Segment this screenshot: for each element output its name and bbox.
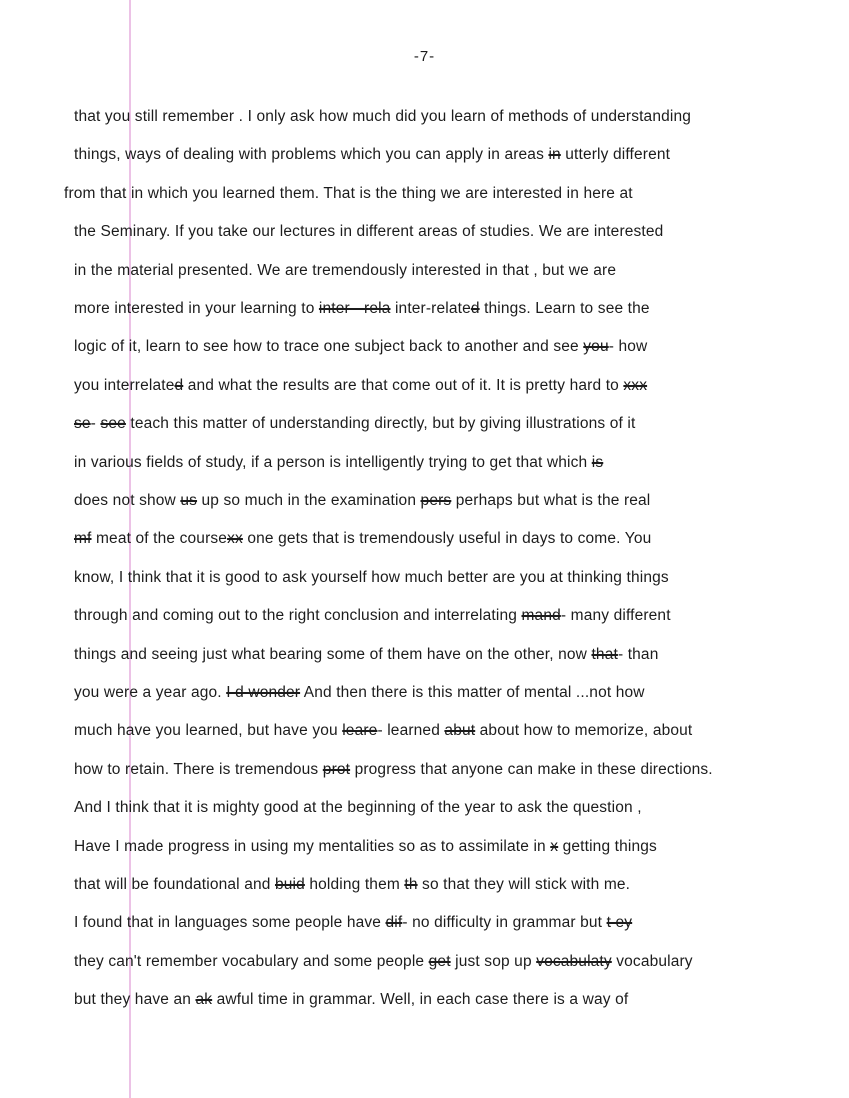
text-segment: you interrelate xyxy=(74,377,175,394)
page-number: -7- xyxy=(413,48,436,65)
struck-out-text: buid xyxy=(274,876,305,893)
text-segment: - xyxy=(90,415,101,432)
struck-out-text: mf xyxy=(74,530,92,547)
struck-out-text: is xyxy=(591,454,604,471)
text-segment: they can't remember vocabulary and some people xyxy=(74,953,429,970)
text-segment: through and coming out to the right conclusion and interrelating xyxy=(74,607,522,624)
text-segment: that will be foundational and xyxy=(74,876,275,893)
text-segment: I found that in languages some people have xyxy=(74,914,386,931)
text-line xyxy=(74,145,670,165)
struck-out-text: get xyxy=(428,953,451,970)
struck-out-text: x xyxy=(550,838,559,855)
text-line xyxy=(74,453,603,473)
struck-out-text: vocabulaty xyxy=(536,953,612,970)
text-segment: how to retain. There is tremendous xyxy=(74,761,323,778)
text-segment: so that they will stick with me. xyxy=(417,876,631,893)
text-line xyxy=(74,683,645,703)
text-segment: - learned xyxy=(377,722,445,739)
text-segment: and what the results are that come out of it. It is pretty hard to xyxy=(183,377,624,394)
struck-out-text: th xyxy=(404,876,418,893)
struck-out-text: d xyxy=(174,377,184,394)
struck-out-text: ak xyxy=(195,991,213,1008)
text-line xyxy=(74,107,691,127)
text-line xyxy=(74,299,650,319)
struck-out-text: us xyxy=(180,492,198,509)
struck-out-text: I d wonder xyxy=(226,684,301,701)
text-segment: does not show xyxy=(74,492,181,509)
text-segment: inter-relate xyxy=(390,300,471,317)
text-segment: vocabulary xyxy=(611,953,693,970)
text-line xyxy=(74,721,692,741)
text-segment: much have you learned, but have you xyxy=(74,722,343,739)
struck-out-text: t ey xyxy=(606,914,633,931)
text-segment: things and seeing just what bearing some of them have on the other, now xyxy=(74,646,592,663)
struck-out-text: see xyxy=(100,415,126,432)
text-line xyxy=(74,337,647,357)
struck-out-text: dif xyxy=(385,914,403,931)
text-segment: - how xyxy=(608,338,648,355)
text-segment: And then there is this matter of mental ...not how xyxy=(300,684,645,701)
text-segment: utterly different xyxy=(560,146,671,163)
text-segment: just sop up xyxy=(450,953,537,970)
text-line xyxy=(74,606,671,626)
text-segment: in the material presented. We are tremendously interested in that , but we are xyxy=(74,262,617,279)
text-segment: Have I made progress in using my mentalities so as to assimilate in xyxy=(74,838,551,855)
text-segment: meat of the course xyxy=(91,530,228,547)
struck-out-text: mand xyxy=(521,607,561,624)
struck-out-text: abut xyxy=(444,722,476,739)
text-segment: And I think that it is mighty good at the beginning of the year to ask the question , xyxy=(74,799,642,816)
text-segment: - many different xyxy=(560,607,671,624)
text-segment: logic of it, learn to see how to trace one subject back to another and see xyxy=(74,338,584,355)
text-line xyxy=(74,952,693,972)
text-segment: but they have an xyxy=(74,991,196,1008)
text-line xyxy=(74,760,713,780)
text-line xyxy=(74,376,647,396)
text-segment: things, ways of dealing with problems which you can apply in areas xyxy=(74,146,549,163)
text-segment: getting things xyxy=(558,838,657,855)
text-segment: - than xyxy=(617,646,659,663)
text-line xyxy=(74,568,669,588)
text-line xyxy=(74,645,658,665)
text-line xyxy=(74,222,663,242)
text-segment: things. Learn to see the xyxy=(479,300,650,317)
text-segment: that you still remember . I only ask how much did you learn of methods of understanding xyxy=(74,108,692,125)
text-line xyxy=(74,261,616,281)
text-line xyxy=(74,990,628,1010)
struck-out-text: you xyxy=(583,338,609,355)
struck-out-text: d xyxy=(470,300,480,317)
text-segment: about how to memorize, about xyxy=(475,722,693,739)
text-line xyxy=(74,913,632,933)
text-line xyxy=(64,184,633,204)
text-segment: you were a year ago. xyxy=(74,684,227,701)
text-line xyxy=(74,798,642,818)
text-line xyxy=(74,414,635,434)
struck-out-text: pers xyxy=(420,492,452,509)
text-line xyxy=(74,875,630,895)
text-segment: more interested in your learning to xyxy=(74,300,319,317)
text-segment: progress that anyone can make in these directions. xyxy=(350,761,713,778)
struck-out-text: in xyxy=(548,146,561,163)
text-segment: - no difficulty in grammar but xyxy=(402,914,607,931)
struck-out-text: inter - rela xyxy=(318,300,391,317)
text-line xyxy=(74,837,657,857)
text-segment: teach this matter of understanding directly, but by giving illustrations of it xyxy=(125,415,636,432)
text-segment: in various fields of study, if a person is intelligently trying to get that which xyxy=(74,454,592,471)
struck-out-text: se xyxy=(74,415,91,432)
text-segment: from that in which you learned them. That is the thing we are interested in here at xyxy=(64,185,633,202)
struck-out-text: that xyxy=(591,646,618,663)
text-segment: awful time in grammar. Well, in each case there is a way of xyxy=(212,991,629,1008)
text-segment: know, I think that it is good to ask yourself how much better are you at thinking things xyxy=(74,569,669,586)
text-segment: perhaps but what is the real xyxy=(451,492,651,509)
struck-out-text: xxx xyxy=(623,377,648,394)
struck-out-text: xx xyxy=(227,530,243,547)
text-segment: holding them xyxy=(304,876,405,893)
text-line xyxy=(74,529,651,549)
struck-out-text: prot xyxy=(322,761,351,778)
text-segment: up so much in the examination xyxy=(197,492,421,509)
struck-out-text: leare xyxy=(342,722,378,739)
text-segment: one gets that is tremendously useful in days to come. You xyxy=(242,530,652,547)
text-line xyxy=(74,491,650,511)
text-segment: the Seminary. If you take our lectures in different areas of studies. We are interested xyxy=(74,223,664,240)
